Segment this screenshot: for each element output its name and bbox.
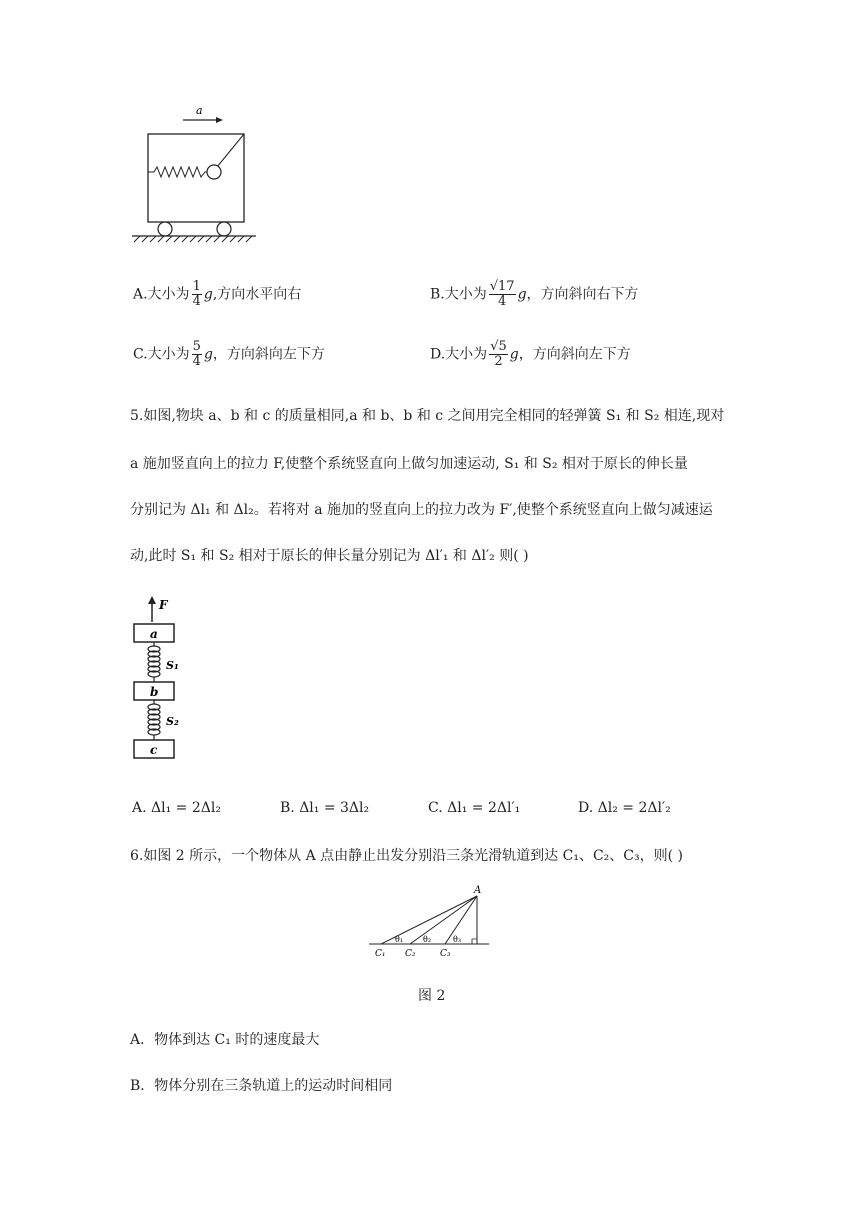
spring-s2 [148, 700, 160, 740]
cart-figure [128, 100, 263, 245]
block-c-label: c [150, 743, 158, 757]
wheel-right [217, 222, 231, 236]
q5-option-b: B. Δl₁ = 3Δl₂ [280, 800, 370, 816]
pendulum-string [217, 134, 244, 167]
c3-label: C₃ [440, 949, 451, 959]
c1-label: C₁ [375, 949, 386, 959]
q5-option-a: A. Δl₁ = 2Δl₂ [132, 800, 221, 816]
q6-stem: 6.如图 2 所示，一个物体从 A 点由静止出发分别沿三条光滑轨道到达 C₁、C₂、C₃，则( ) [130, 848, 683, 864]
theta1-label: θ₁ [395, 935, 404, 944]
theta3-label: θ₃ [453, 935, 462, 944]
q6-option-b: B．物体分别在三条轨道上的运动时间相同 [130, 1078, 393, 1094]
q5-line-3: 分别记为 Δl₁ 和 Δl₂。若将对 a 施加的竖直向上的拉力改为 F′,使整个系统竖直向上做匀减速运 [130, 502, 713, 518]
fraction: $\frac{√17}{4}$ [489, 279, 515, 309]
fraction: $\frac{1}{4}$ [192, 279, 201, 309]
spring [148, 167, 208, 177]
tracks-figure [365, 882, 495, 962]
q6-option-a: A．物体到达 C₁ 时的速度最大 [130, 1032, 320, 1048]
theta2-label: θ₂ [423, 935, 432, 944]
wheel-left [158, 222, 172, 236]
track-2 [410, 896, 477, 944]
fraction: $\frac{√5}{2}$ [490, 339, 507, 369]
apex-label: A [474, 885, 482, 896]
q5-line-2: a 施加竖直向上的拉力 F,使整个系统竖直向上做匀加速运动, S₁ 和 S₂ 相对于原长的伸长量 [130, 456, 688, 472]
block-b-label: b [150, 685, 159, 699]
force-label: F [159, 598, 168, 612]
q5-option-c: C. Δl₁ = 2Δl′₁ [428, 800, 521, 816]
spring-s1 [148, 642, 160, 682]
cart-body [148, 134, 244, 222]
block-spring-figure [128, 592, 208, 762]
q4-option-c: C.大小为 $\frac{5}{4}$ g，方向斜向左下方 [133, 339, 325, 369]
q5-line-1: 5.如图,物块 a、b 和 c 的质量相同,a 和 b、b 和 c 之间用完全相同的轻弹簧 S₁ 和 S₂ 相连,现对 [130, 408, 725, 424]
q4-option-b: B.大小为 $\frac{√17}{4}$ g，方向斜向右下方 [430, 279, 639, 309]
pendulum-ball [207, 165, 221, 179]
ground-hatch [134, 236, 252, 242]
q5-option-d: D. Δl₂ = 2Δl′₂ [578, 800, 671, 816]
spring-s2-label: S₂ [166, 715, 179, 728]
right-angle-mark [472, 939, 477, 944]
block-a-label: a [150, 627, 158, 641]
accel-label: a [196, 104, 203, 117]
q4-option-d: D.大小为 $\frac{√5}{2}$ g，方向斜向左下方 [430, 339, 631, 369]
q5-line-4: 动,此时 S₁ 和 S₂ 相对于原长的伸长量分别记为 Δl′₁ 和 Δl′₂ 则( ) [130, 548, 529, 564]
spring-s1-label: S₁ [166, 659, 179, 672]
q4-option-a: A.大小为 $\frac{1}{4}$ g,方向水平向右 [133, 279, 302, 309]
fraction: $\frac{5}{4}$ [192, 339, 201, 369]
c2-label: C₂ [405, 949, 416, 959]
figure-caption: 图 2 [418, 988, 446, 1004]
